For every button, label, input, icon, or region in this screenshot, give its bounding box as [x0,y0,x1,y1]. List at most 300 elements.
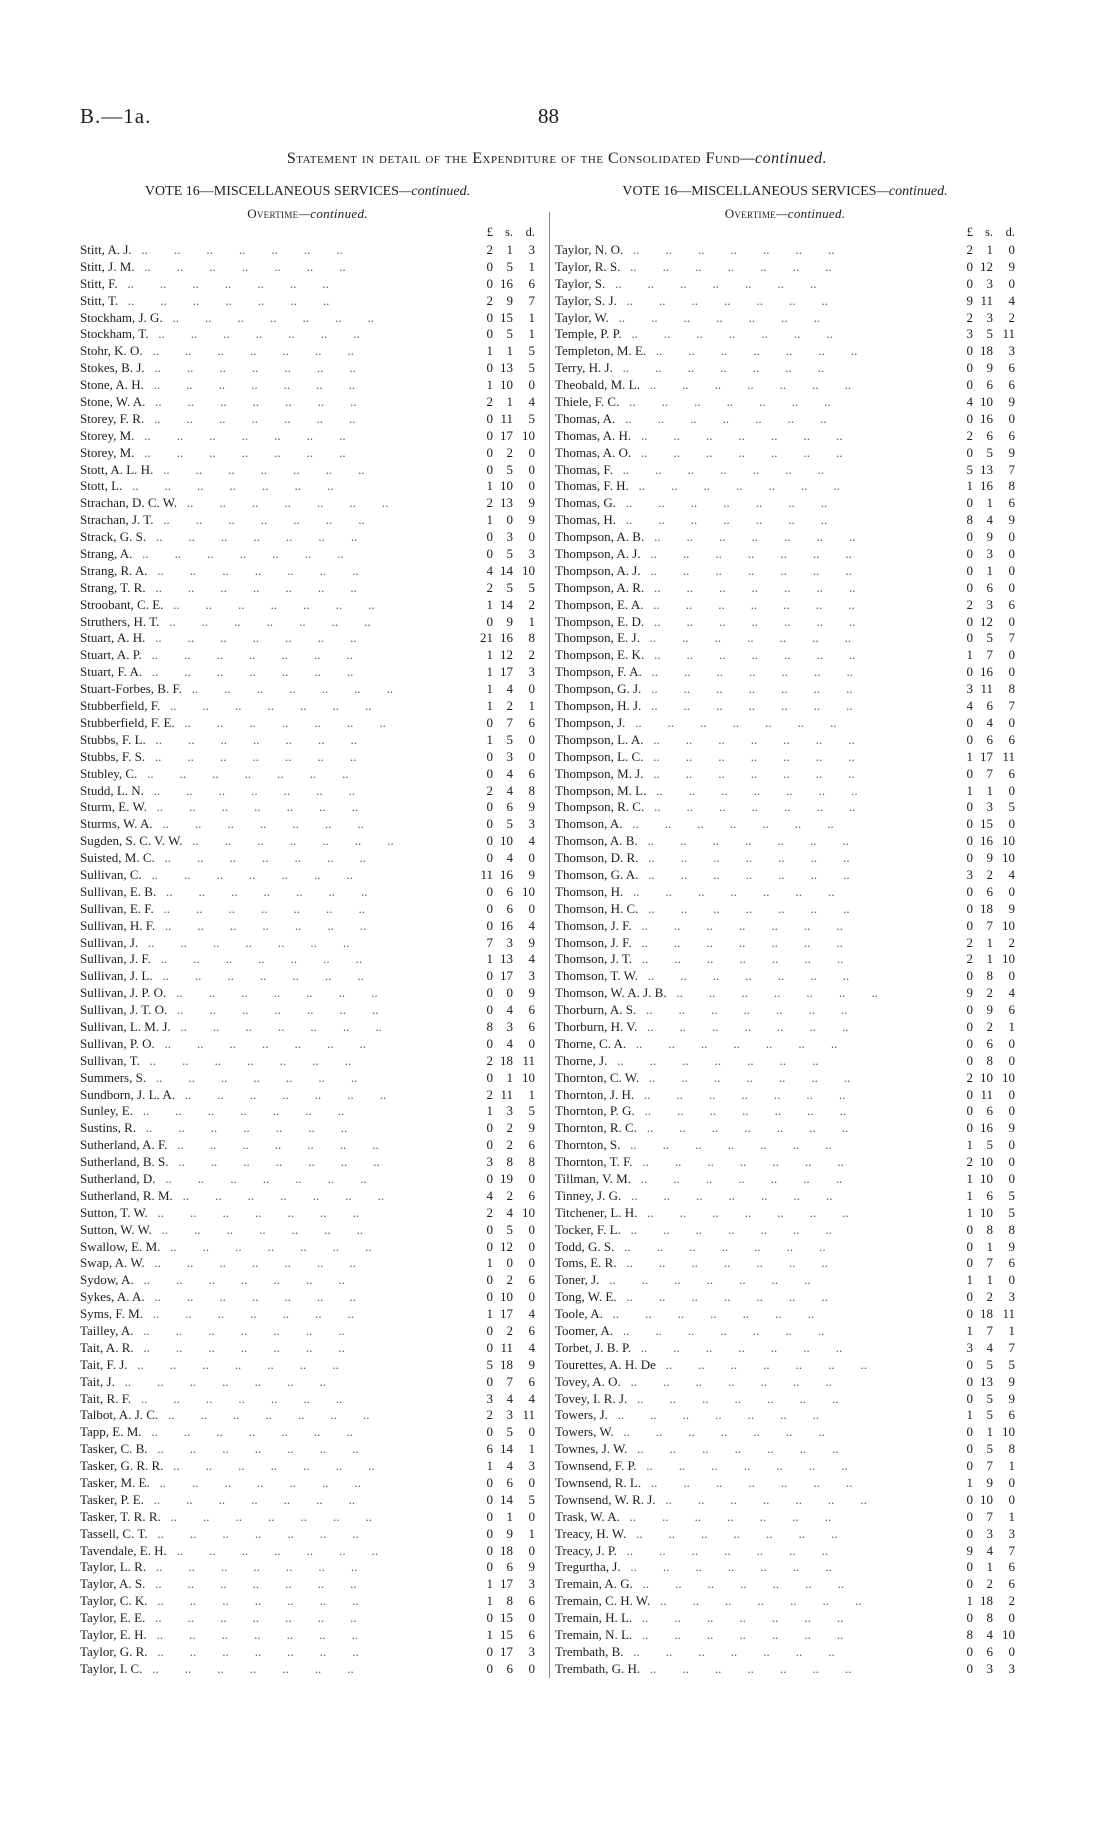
payee-name: Tillman, V. M. .. [555,1171,951,1187]
table-row [80,478,535,495]
amount-shillings: 16 [980,664,993,680]
amount-pounds: 0 [966,1120,973,1136]
amount-pounds: 0 [966,1525,973,1541]
payee-name: Stitt, F. .. [80,276,471,292]
amount-shillings: 7 [986,917,993,933]
amount-pence: 1 [528,326,535,342]
amount-shillings: 14 [500,1491,513,1507]
amount-shillings: 1 [986,495,993,511]
table-row [80,1239,535,1256]
payee-name: Taylor, N. O. .. [555,242,951,258]
amount-pounds: 1 [966,1137,973,1153]
amount-shillings: 13 [500,495,513,511]
amount-shillings: 6 [506,799,513,815]
amount-pounds: 0 [486,1373,493,1389]
table-row [555,1019,1015,1036]
amount-pounds: 2 [966,1069,973,1085]
amount-pence: 5 [528,579,535,595]
amount-pounds: 0 [486,1120,493,1136]
amount-pounds: 0 [486,1559,493,1575]
table-row [555,563,1015,580]
amount-pence: 0 [1008,410,1015,426]
amount-pence: 3 [1008,1289,1015,1305]
table-row [555,1087,1015,1104]
amount-pence: 5 [528,1491,535,1507]
amount-pounds: 2 [966,596,973,612]
amount-shillings: 5 [986,326,993,342]
table-row [555,445,1015,462]
payee-name: Toole, A. .. [555,1306,951,1322]
table-row [80,698,535,715]
amount-pence: 8 [1008,1441,1015,1457]
table-row [555,749,1015,766]
table-row [80,884,535,901]
amount-pounds: 0 [486,833,493,849]
amount-shillings: 6 [506,1475,513,1491]
amount-pounds: 1 [966,1407,973,1423]
amount-pounds: 0 [486,799,493,815]
amount-pence: 4 [1008,985,1015,1001]
amount-pounds: 1 [486,377,493,393]
table-row [80,563,535,580]
table-row [80,732,535,749]
payee-name: Storey, M. .. [80,428,471,444]
table-row [555,1070,1015,1087]
amount-shillings: 15 [500,1627,513,1643]
amount-pence: 0 [1008,613,1015,629]
amount-pounds: 0 [486,748,493,764]
payee-name: Thomas, H. .. [555,512,951,528]
table-row [555,1492,1015,1509]
payee-name: Stohr, K. O. .. [80,343,471,359]
table-row [80,1272,535,1289]
payee-name: Summers, S. .. [80,1070,471,1086]
amount-shillings: 1 [986,242,993,257]
amount-pence: 8 [528,782,535,798]
table-row [555,495,1015,512]
amount-pence: 0 [528,444,535,460]
amount-shillings: 18 [980,343,993,359]
table-row [555,580,1015,597]
payee-name: Tremain, N. L. .. [555,1627,951,1643]
amount-pence: 0 [1008,1643,1015,1659]
amount-shillings: 14 [500,1441,513,1457]
table-row [80,901,535,918]
amount-shillings: 10 [500,833,513,849]
amount-pounds: 0 [486,1339,493,1355]
amount-shillings: 3 [506,748,513,764]
amount-pence: 0 [1008,562,1015,578]
amount-pounds: 0 [486,1238,493,1254]
table-row [555,293,1015,310]
amount-pence: 8 [528,630,535,646]
amount-pence: 6 [528,1018,535,1034]
amount-pounds: 0 [486,360,493,376]
amount-pounds: 2 [486,782,493,798]
payee-name: Strachan, D. C. W. .. [80,495,471,511]
amount-shillings: 8 [986,1610,993,1626]
amount-pounds: 1 [486,1458,493,1474]
payee-name: Sutherland, R. M. .. [80,1188,471,1204]
payee-name: Townsend, R. L. .. [555,1475,951,1491]
amount-shillings: 6 [986,1187,993,1203]
payee-name: Thomas, G. .. [555,495,951,511]
amount-pounds: 0 [486,1069,493,1085]
section-continued: —continued. [775,206,846,221]
vote-continued: —continued. [876,184,948,199]
amount-shillings: 8 [986,968,993,984]
amount-shillings: 3 [986,546,993,562]
amount-shillings: 16 [980,1120,993,1136]
payee-name: Taylor, G. R. .. [80,1644,471,1660]
amount-pence: 6 [1008,765,1015,781]
table-row [555,833,1015,850]
amount-shillings: 3 [506,1103,513,1119]
payee-name: Thompson, J. .. [555,715,951,731]
amount-shillings: 2 [986,866,993,882]
amount-pounds: 7 [486,934,493,950]
table-row [80,1087,535,1104]
amount-shillings: 2 [506,444,513,460]
payee-name: Taylor, C. K. .. [80,1593,471,1609]
amount-pounds: 1 [486,1306,493,1322]
amount-shillings: 17 [500,1576,513,1592]
amount-pounds: 1 [486,698,493,714]
amount-pounds: 0 [486,1170,493,1186]
amount-shillings: 6 [506,883,513,899]
amount-pounds: 0 [966,1306,973,1322]
amount-shillings: 4 [506,1035,513,1051]
amount-pence: 0 [1008,782,1015,798]
table-row [555,1374,1015,1391]
table-row [80,580,535,597]
amount-shillings: 12 [500,1238,513,1254]
vote-title: VOTE 16—MISCELLANEOUS SERVICES [144,184,399,199]
amount-shillings: 15 [500,309,513,325]
amount-shillings: 16 [980,410,993,426]
table-row [555,1559,1015,1576]
table-row [80,343,535,360]
payee-name: Stuart, F. A. .. [80,664,471,680]
amount-shillings: 3 [986,1525,993,1541]
amount-pence: 3 [528,664,535,680]
amount-pence: 0 [528,1508,535,1524]
amount-pence: 0 [528,1542,535,1558]
amount-shillings: 16 [980,478,993,494]
payee-name: Sullivan, J. P. O. .. [80,985,471,1001]
table-row [80,1543,535,1560]
amount-pence: 9 [1008,1238,1015,1254]
amount-pounds: 0 [966,360,973,376]
amount-pounds: 0 [486,985,493,1001]
amount-pence: 1 [1008,1458,1015,1474]
table-row [555,732,1015,749]
table-row [555,411,1015,428]
amount-pounds: 0 [966,714,973,730]
amount-pounds: 9 [966,1542,973,1558]
amount-pounds: 4 [966,698,973,714]
vote-heading [80,184,535,200]
amount-pounds: 0 [966,1002,973,1018]
amount-pence: 9 [528,934,535,950]
amount-pounds: 2 [486,292,493,308]
amount-pence: 1 [528,1086,535,1102]
payee-name: Stockham, J. G. .. [80,310,471,326]
amount-pounds: 0 [486,1289,493,1305]
amount-shillings: 16 [500,630,513,646]
amount-pence: 6 [1008,596,1015,612]
amount-pounds: 3 [966,866,973,882]
amount-shillings: 11 [980,1086,993,1102]
amount-shillings: 6 [986,883,993,899]
payee-name: Toner, J. .. [555,1272,951,1288]
payee-name: Thomson, J. T. .. [555,951,951,967]
table-row [555,343,1015,360]
amount-pounds: 8 [486,1018,493,1034]
table-row [555,1424,1015,1441]
amount-pounds: 0 [966,1255,973,1271]
amount-pence: 1 [1008,1508,1015,1524]
amount-pounds: 4 [966,394,973,410]
amount-shillings: 5 [986,1441,993,1457]
amount-pence: 7 [1008,1339,1015,1355]
amount-pounds: 0 [486,1508,493,1524]
amount-shillings: 9 [506,292,513,308]
amount-pounds: 1 [486,1593,493,1609]
amount-pounds: 1 [486,731,493,747]
amount-shillings: 1 [986,1424,993,1440]
table-row [80,816,535,833]
amount-pounds: 0 [966,1424,973,1440]
payee-name: Thompson, H. J. .. [555,698,951,714]
amount-pence: 5 [528,1103,535,1119]
amount-pence: 10 [522,427,535,443]
amount-pounds: 0 [966,529,973,545]
amount-shillings: 13 [980,1373,993,1389]
table-row [80,783,535,800]
amount-shillings: 18 [500,1356,513,1372]
amount-pence: 5 [1008,1187,1015,1203]
payee-name: Sunley, E. .. [80,1103,471,1119]
amount-pounds: 1 [486,512,493,528]
amount-shillings: 4 [506,850,513,866]
table-row [80,276,535,293]
amount-pence: 0 [1008,1475,1015,1491]
amount-pounds: 1 [966,1593,973,1609]
payee-name: Thomson, G. A. .. [555,867,951,883]
amount-pence: 0 [528,478,535,494]
amount-shillings: 2 [506,1272,513,1288]
amount-shillings: 11 [500,1339,513,1355]
amount-pence: 9 [1008,258,1015,274]
amount-pounds: 0 [486,275,493,291]
payee-name: Stuart, A. P. .. [80,647,471,663]
amount-shillings: 14 [500,596,513,612]
amount-pounds: 0 [966,1491,973,1507]
table-row [80,1222,535,1239]
amount-pence: 8 [1008,681,1015,697]
amount-shillings: 1 [986,782,993,798]
payee-name: Tassell, C. T. .. [80,1526,471,1542]
amount-pounds: 1 [486,343,493,359]
amount-shillings: 2 [506,698,513,714]
amount-pence: 9 [1008,1373,1015,1389]
table-row [555,1593,1015,1610]
statement-title [0,150,1114,168]
table-row [555,816,1015,833]
table-row [555,1340,1015,1357]
amount-shillings: 6 [986,698,993,714]
amount-shillings: 3 [986,1660,993,1676]
payee-name: Sullivan, J. .. [80,935,471,951]
table-row [555,985,1015,1002]
amount-pence: 9 [528,495,535,511]
amount-pence: 0 [1008,529,1015,545]
amount-shillings: 2 [986,1018,993,1034]
amount-pounds: 2 [966,427,973,443]
amount-shillings: 2 [986,985,993,1001]
amount-shillings: 10 [980,1491,993,1507]
table-row [80,1103,535,1120]
amount-pence: 2 [1008,934,1015,950]
amount-shillings: 4 [986,1627,993,1643]
amount-shillings: 9 [506,613,513,629]
entries-list [555,242,1015,1678]
payee-name: Toms, E. R. .. [555,1255,951,1271]
payee-name: Thomson, J. F. .. [555,918,951,934]
amount-pounds: 0 [486,1643,493,1659]
payee-name: Tasker, T. R. R. .. [80,1509,471,1525]
amount-shillings: 10 [500,377,513,393]
amount-shillings: 7 [506,1373,513,1389]
amount-pence: 11 [522,1407,535,1423]
payee-name: Sydow, A. .. [80,1272,471,1288]
amount-pence: 1 [528,309,535,325]
payee-name: Syms, F. M. .. [80,1306,471,1322]
amount-pounds: 0 [966,900,973,916]
amount-pence: 4 [528,394,535,410]
amount-pounds: 1 [966,478,973,494]
amount-pence: 10 [1002,1627,1015,1643]
payee-name: Towers, J. .. [555,1407,951,1423]
table-row [80,1424,535,1441]
amount-shillings: 1 [506,1508,513,1524]
amount-pence: 6 [528,1137,535,1153]
table-row [555,884,1015,901]
amount-pounds: 0 [486,1002,493,1018]
amount-pence: 10 [1002,833,1015,849]
amount-shillings: 11 [500,1086,513,1102]
section-continued: —continued. [298,206,368,221]
amount-pence: 5 [1008,1356,1015,1372]
amount-shillings: 1 [986,934,993,950]
section-title: Overtime [724,206,776,221]
amount-pence: 3 [528,242,535,257]
amount-pence: 6 [1008,1255,1015,1271]
table-row [555,512,1015,529]
payee-name: Thompson, M. J. .. [555,766,951,782]
payee-name: Torbet, J. B. P. .. [555,1340,951,1356]
amount-pence: 4 [528,917,535,933]
table-row [555,766,1015,783]
amount-pounds: 21 [480,630,493,646]
table-row [80,546,535,563]
table-row [555,377,1015,394]
payee-name: Thorne, C. A. .. [555,1036,951,1052]
amount-pence: 0 [1008,1035,1015,1051]
amount-pence: 0 [528,1660,535,1676]
payee-name: Thiele, F. C. .. [555,394,951,410]
amount-shillings: 4 [506,681,513,697]
amount-pence: 10 [522,1204,535,1220]
payee-name: Tong, W. E. .. [555,1289,951,1305]
amount-pence: 9 [528,985,535,1001]
table-row [555,1272,1015,1289]
amount-pounds: 4 [486,1187,493,1203]
table-row [80,1391,535,1408]
amount-shillings: 12 [980,258,993,274]
amount-pounds: 2 [486,495,493,511]
amount-shillings: 9 [986,1475,993,1491]
amount-shillings: 10 [500,1289,513,1305]
payee-name: Tourettes, A. H. De .. [555,1357,951,1373]
amount-shillings: 6 [986,1103,993,1119]
table-row [80,867,535,884]
amount-pounds: 0 [966,1508,973,1524]
amount-pence: 9 [1008,1390,1015,1406]
table-row [80,411,535,428]
amount-shillings: 7 [506,714,513,730]
table-row [555,867,1015,884]
payee-name: Tavendale, E. H. .. [80,1543,471,1559]
payee-name: Thompson, A. B. .. [555,529,951,545]
table-row [555,1407,1015,1424]
amount-pounds: 0 [966,1035,973,1051]
amount-shillings: 6 [986,731,993,747]
amount-pence: 1 [528,1525,535,1541]
amount-pounds: 1 [966,1475,973,1491]
amount-pounds: 0 [966,1221,973,1237]
amount-pounds: 3 [966,326,973,342]
table-row [555,715,1015,732]
amount-pence: 6 [1008,1576,1015,1592]
payee-name: Taylor, W. .. [555,310,951,326]
amount-pounds: 1 [966,782,973,798]
amount-pounds: 2 [486,394,493,410]
payee-name: Trembath, B. .. [555,1644,951,1660]
amount-shillings: 5 [506,258,513,274]
amount-pence: 0 [528,731,535,747]
amount-shillings: 9 [506,1525,513,1541]
table-row [555,647,1015,664]
amount-pounds: 0 [486,326,493,342]
amount-pence: 11 [1002,748,1015,764]
vote-title: VOTE 16—MISCELLANEOUS SERVICES [622,184,877,199]
payee-name: Tait, A. R. .. [80,1340,471,1356]
amount-pounds: 0 [486,1323,493,1338]
amount-pence: 10 [1002,917,1015,933]
amount-pounds: 0 [966,546,973,562]
table-row [80,1627,535,1644]
amount-pounds: 1 [486,1627,493,1643]
amount-pounds: 0 [486,427,493,443]
table-row [555,1644,1015,1661]
amount-shillings: 5 [506,731,513,747]
amount-shillings: 10 [980,1154,993,1170]
shillings-header: s. [985,225,993,239]
amount-pence: 0 [1008,714,1015,730]
payee-name: Thompson, F. A. .. [555,664,951,680]
